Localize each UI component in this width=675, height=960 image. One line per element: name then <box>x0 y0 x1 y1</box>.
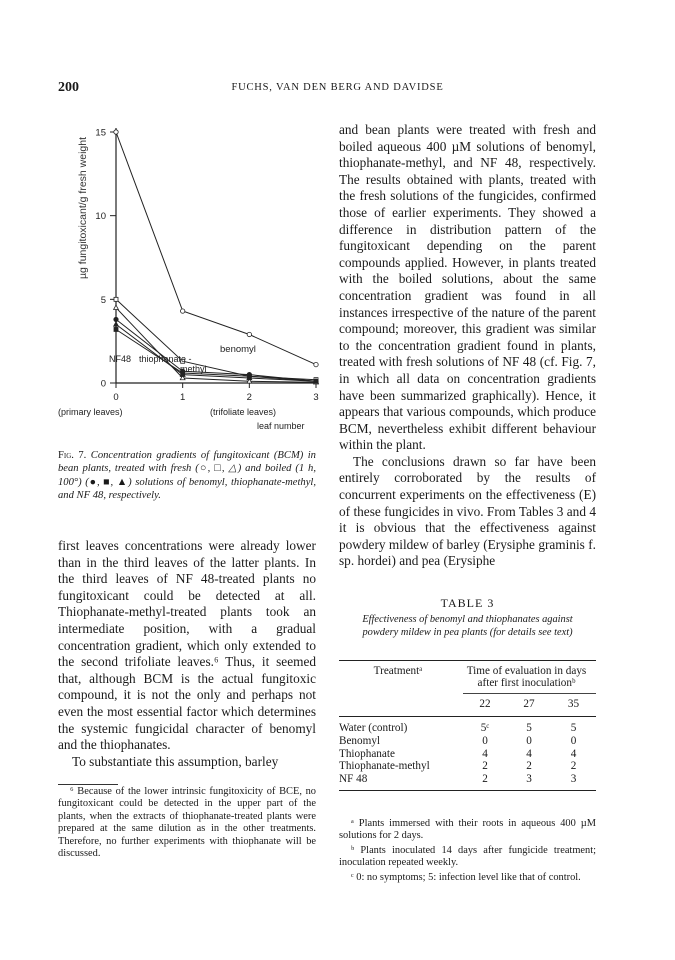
data-point <box>180 309 184 313</box>
data-point <box>114 327 118 331</box>
series-label-methyl: methyl <box>180 364 207 374</box>
table-note-a: ᵃ Plants immersed with their roots in aqueous 400 µM solutions for 2 days. <box>339 818 596 842</box>
table-row: Thiophanate 4 4 4 <box>339 747 577 760</box>
right-paragraph-1: and bean plants were treated with fresh and boiled aqueous 400 µM solutions of benomyl, thiophanate-methyl, and NF 48, respectively. The results obtained with plants, treated with the fresh solutions of the fungicides, confirmed those of earlier experiments. They showed a difference in distribution pattern of the fungitoxicant depending on the parent compounds applied. However, in plants treated with the boiled solutions, about the same concentration gradient was found in all instances irrespective of the nature of the parent compound; moreover, this gradient was similar to the concentration gradient found in plants, treated with fresh solutions of NF 48 (cf. Fig. 7, in which all data on concentration gradients have been summarized graphically). Hence, it appears that various compounds, which produce BCM, nevertheless exhibit different behaviour within the plant. <box>339 122 596 453</box>
table-3-header <box>339 665 596 690</box>
series-benomyl-fresh <box>114 130 318 367</box>
page-number: 200 <box>58 80 79 95</box>
x-caption-left: (primary leaves) <box>58 407 123 417</box>
table-row: Benomyl 0 0 0 <box>339 735 577 747</box>
series-nf48-boiled <box>114 322 319 383</box>
series-benomyl-boiled <box>114 317 318 383</box>
table-note-c: ᶜ 0: no symptoms; 5: infection level like that of control. <box>351 872 581 883</box>
running-title: FUCHS, VAN DEN BERG AND DAVIDSE <box>231 82 444 93</box>
series-line <box>116 132 316 365</box>
data-point <box>247 332 251 336</box>
series-line <box>116 319 316 381</box>
col-treatment: Treatmentᵃ <box>373 665 423 677</box>
series-nf48-fresh <box>114 305 319 384</box>
footnote-rule <box>58 784 118 785</box>
y-tick-label: 15 <box>95 127 106 139</box>
caption-text: Concentration gradients of fungitoxicant (BCM) in bean plants, treated with fresh (○, □, △) and boiled (1 h, 100°) (●, ■, ▲) solutions of benomyl, thiophanate-methyl, and NF 48, respectively. <box>58 450 316 502</box>
day-35: 35 <box>567 697 580 710</box>
data-point <box>114 130 118 134</box>
table-row: Water (control) 5ᶜ 5 5 <box>339 722 577 735</box>
y-tick-label: 5 <box>100 294 106 306</box>
right-column-text <box>339 122 596 570</box>
figure-7-chart <box>58 118 328 446</box>
y-tick-label: 0 <box>100 378 106 390</box>
table-3-body <box>339 722 596 785</box>
x-tick-label: 2 <box>246 392 252 403</box>
table-3-caption: Effectiveness of benomyl and thiophanates against powdery mildew in pea plants (for details see text) <box>362 614 573 638</box>
day-27: 27 <box>523 697 535 710</box>
table-3-days <box>339 698 596 711</box>
data-point <box>114 305 119 309</box>
table-3 <box>339 660 596 791</box>
table-row: NF 48 2 3 3 <box>339 772 577 785</box>
x-caption-right: (trifoliate leaves) <box>210 407 277 417</box>
series-line <box>116 308 316 383</box>
series-label-thiophanate: thiophanate - <box>139 354 192 364</box>
left-paragraph-2: To substantiate this assumption, barley <box>72 753 279 769</box>
figure-caption <box>58 449 316 503</box>
series-label-nf48: NF48 <box>109 354 132 364</box>
col-time: Time of evaluation in days after first inoculationᵇ <box>466 665 587 690</box>
series-label-benomyl: benomyl <box>220 344 256 355</box>
data-point <box>114 322 119 326</box>
x-tick-label: 1 <box>180 392 186 403</box>
x-tick-label: 0 <box>113 392 119 403</box>
data-point <box>114 317 118 321</box>
x-tick-label: 3 <box>313 392 319 403</box>
right-paragraph-2: The conclusions drawn so far have been entirely corroborated by the results of concurrent experiments on the effectiveness (E) of these fungicides in vivo. From Tables 3 and 4 it is obvious that the effectiveness against powdery mildew of barley (Erysiphe graminis f. sp. hordei) and pea (Erysiphe <box>339 453 596 569</box>
y-axis-label: µg fungitoxicant/g fresh weight <box>77 136 89 280</box>
data-point <box>314 362 318 366</box>
series-thiophanate-methyl-fresh <box>114 297 318 381</box>
data-point <box>114 297 118 301</box>
caption-lead: Fig. 7. <box>58 450 87 461</box>
figure-7 <box>58 118 328 446</box>
x-axis-label: leaf number <box>257 421 305 431</box>
day-22: 22 <box>479 697 491 710</box>
left-paragraph-1: first leaves concentrations were already lower than in the third leaves of the latter plants. In the third leaves of NF 48-treated plants no fungitoxicant could be detected at all. Thiophanate-methyl-treated plants took an intermediate position, with a gradual concentration gradient, which only extended to the second trifoliate leaves.⁶ Thus, it seemed that, although BCM is the actual fungitoxic compound, it is not the only and perhaps not even the most essential factor which determines the systemic fungicidal character of benomyl and the thiophanates. <box>58 538 316 753</box>
left-column-text <box>58 538 316 770</box>
chart-series <box>114 130 319 384</box>
y-tick-label: 10 <box>95 211 106 223</box>
table-3-title: TABLE 3 <box>440 596 495 610</box>
table-row: Thiophanate-methyl 2 2 2 <box>339 760 577 773</box>
footnote-6: ⁶ Because of the lower intrinsic fungitoxicity of BCE, no fungitoxicant could be detected in the upper part of the plants, when the extracts of thiophanate-treated plants were prepared at the same dilution as in the other treatments. Therefore, no further experiments with thiophanate will be discussed. <box>58 786 316 860</box>
table-note-b: ᵇ Plants inoculated 14 days after fungicide treatment; inoculation repeated weekly. <box>339 845 596 869</box>
